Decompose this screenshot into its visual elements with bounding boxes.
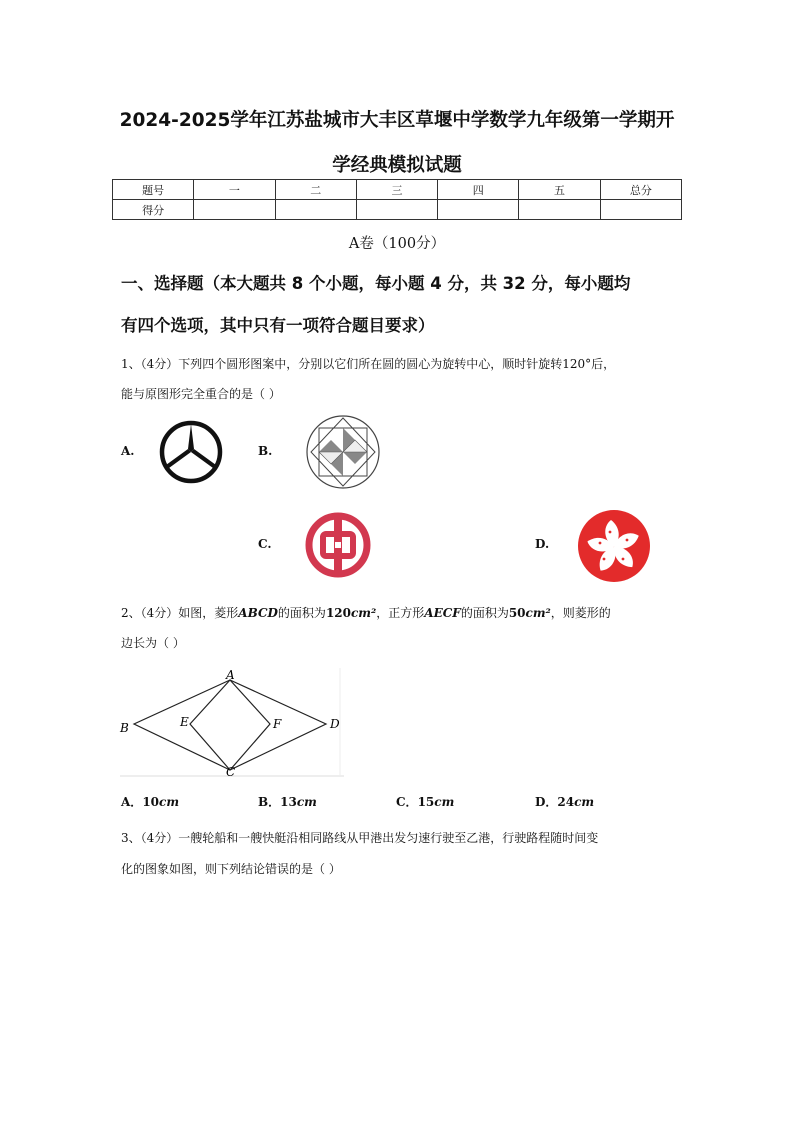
score-table-score-row bbox=[113, 200, 682, 220]
bauhinia-flower-icon bbox=[576, 509, 652, 585]
question-3-text-line2: 化的图象如图，则下列结论错误的是（ ） bbox=[121, 862, 341, 876]
option-c-label: C. bbox=[258, 537, 272, 551]
score-table-cell: 二 bbox=[275, 180, 356, 200]
question-text-part: ，则菱形的 bbox=[550, 606, 611, 620]
point-f-label: F bbox=[273, 717, 282, 731]
mercedes-logo-icon bbox=[158, 418, 226, 486]
question-2-text bbox=[121, 599, 683, 627]
point-b-label: B bbox=[120, 721, 129, 735]
section-heading: 一、选择题（本大题共 8 个小题，每小题 4 分，共 32 分，每小题均 bbox=[121, 274, 631, 293]
option-a-label: A. bbox=[121, 444, 135, 458]
question-1-text-line2: 能与原图形完全重合的是（ ） bbox=[121, 387, 281, 401]
rhombus-square-figure bbox=[118, 666, 348, 778]
score-table-cell: 总分 bbox=[600, 180, 681, 200]
score-table-header-row bbox=[113, 180, 682, 200]
answer-number: 15 bbox=[417, 795, 435, 809]
score-input-cell[interactable] bbox=[600, 200, 681, 220]
question-text-part: ，正方形 bbox=[376, 606, 425, 620]
score-input-cell[interactable] bbox=[356, 200, 437, 220]
answer-letter: B． bbox=[258, 795, 281, 809]
score-table-cell: 得分 bbox=[113, 200, 194, 220]
score-input-cell[interactable] bbox=[519, 200, 600, 220]
bank-of-china-logo-icon bbox=[302, 509, 374, 581]
math-number: 50 bbox=[508, 606, 526, 620]
option-d-label: D. bbox=[535, 537, 550, 551]
answer-number: 10 bbox=[142, 795, 160, 809]
answer-number: 24 bbox=[557, 795, 575, 809]
answer-option-b[interactable] bbox=[258, 793, 317, 810]
question-text-part: 2、（4分）如图，菱形 bbox=[121, 606, 239, 620]
paper-part-heading: A卷（100分） bbox=[348, 236, 446, 252]
answer-option-d[interactable] bbox=[535, 793, 594, 810]
question-1-text: 1、（4分）下列四个圆形图案中，分别以它们所在圆的圆心为旋转中心，顺时针旋转120°后， bbox=[121, 357, 616, 371]
math-number: 120 bbox=[325, 606, 351, 620]
score-table-cell: 三 bbox=[356, 180, 437, 200]
score-table-cell: 五 bbox=[519, 180, 600, 200]
answer-letter: A． bbox=[121, 795, 143, 809]
point-a-label: A bbox=[226, 668, 235, 682]
answer-option-c[interactable] bbox=[396, 793, 454, 810]
question-text-part: 的面积为 bbox=[277, 606, 326, 620]
page-title: 2024-2025学年江苏盐城市大丰区草堰中学数学九年级第一学期开 bbox=[119, 110, 675, 131]
answer-unit: cm bbox=[296, 795, 317, 809]
score-input-cell[interactable] bbox=[438, 200, 519, 220]
point-d-label: D bbox=[330, 717, 340, 731]
option-b-label: B. bbox=[258, 444, 273, 458]
question-text-part: 的面积为 bbox=[460, 606, 509, 620]
score-table-cell: 一 bbox=[194, 180, 275, 200]
question-2-text-line2: 边长为（ ） bbox=[121, 636, 185, 650]
point-c-label: C bbox=[226, 765, 236, 779]
score-input-cell[interactable] bbox=[194, 200, 275, 220]
answer-unit: cm bbox=[159, 795, 180, 809]
answer-unit: cm bbox=[434, 795, 455, 809]
point-e-label: E bbox=[180, 715, 189, 729]
answer-unit: cm bbox=[574, 795, 595, 809]
score-table-cell: 题号 bbox=[113, 180, 194, 200]
score-table bbox=[112, 179, 682, 220]
math-unit: cm² bbox=[351, 606, 377, 620]
question-3-text: 3、（4分）一艘轮船和一艘快艇沿相同路线从甲港出发匀速行驶至乙港，行驶路程随时间变 bbox=[121, 831, 599, 845]
score-input-cell[interactable] bbox=[275, 200, 356, 220]
math-var: AECF bbox=[424, 606, 461, 620]
math-var: ABCD bbox=[238, 606, 278, 620]
answer-letter: C． bbox=[396, 795, 418, 809]
answer-letter: D． bbox=[535, 795, 558, 809]
math-unit: cm² bbox=[525, 606, 551, 620]
section-heading-line2: 有四个选项，其中只有一项符合题目要求） bbox=[121, 316, 435, 335]
pinwheel-icon bbox=[303, 413, 383, 491]
score-table-cell: 四 bbox=[438, 180, 519, 200]
page-title-line2: 学经典模拟试题 bbox=[332, 155, 462, 176]
answer-option-a[interactable] bbox=[121, 793, 179, 810]
answer-number: 13 bbox=[280, 795, 297, 809]
